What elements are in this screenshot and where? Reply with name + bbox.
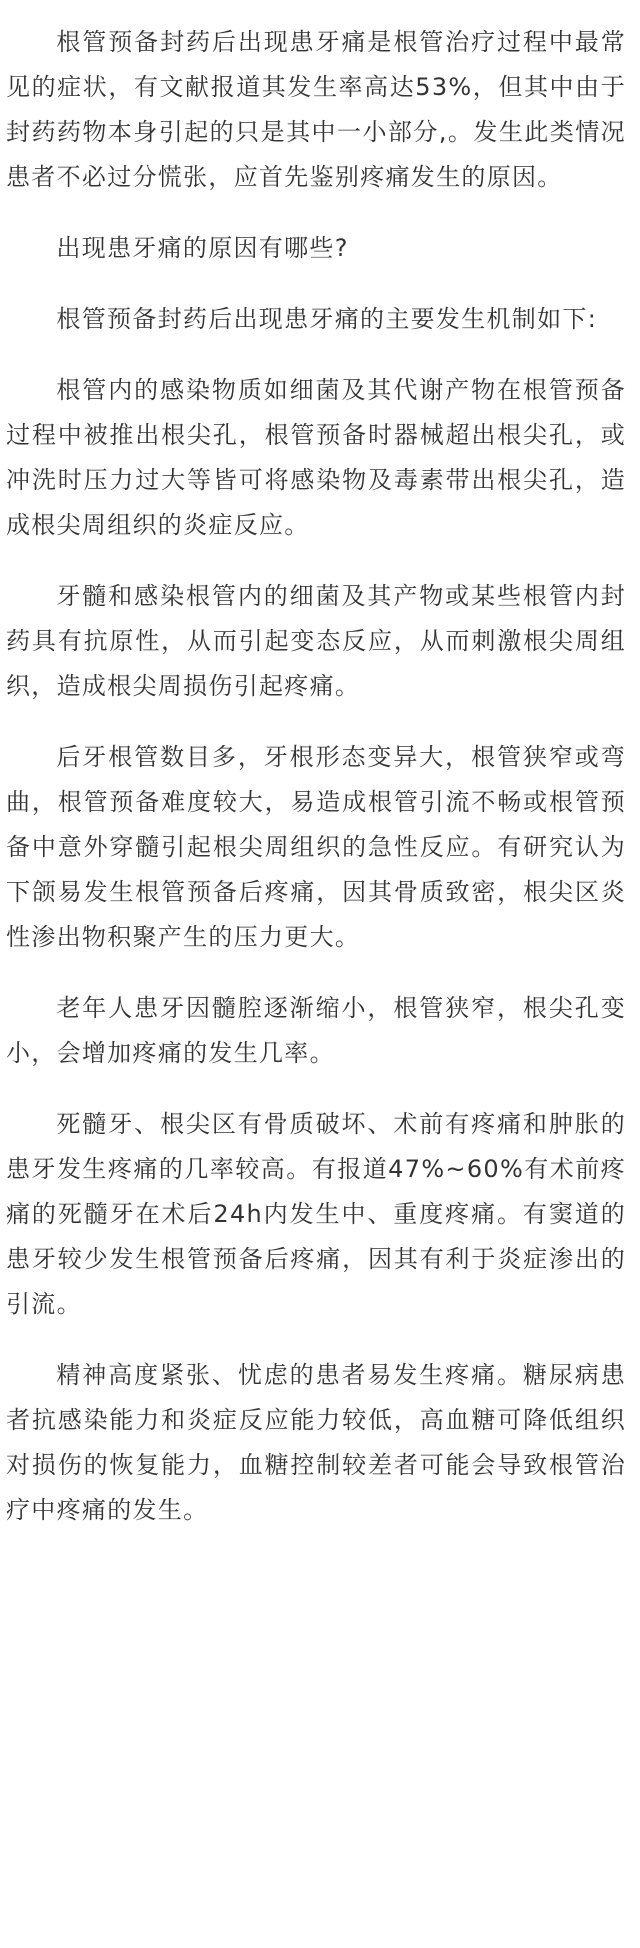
paragraph-posterior-teeth: 后牙根管数目多，牙根形态变异大，根管狭窄或弯曲，根管预备难度较大，易造成根管引流不畅或根管预备中意外穿髓引起根尖周组织的急性反应。有研究认为下颌易发生根管预备后疼痛，因其骨质致密，根尖区炎性渗出物积聚产生的压力更大。 — [6, 743, 626, 951]
paragraph-intro: 根管预备封药后出现患牙痛是根管治疗过程中最常见的症状，有文献报道其发生率高达53%，但其中由于封药药物本身引起的只是其中一小部分,。发生此类情况患者不必过分慌张，应首先鉴别疼痛发生的原因。 — [6, 28, 626, 191]
paragraph-necrotic-pulp: 死髓牙、根尖区有骨质破坏、术前有疼痛和肿胀的患牙发生疼痛的几率较高。有报道47%~60%有术前疼痛的死髓牙在术后24h内发生中、重度疼痛。有窦道的患牙较少发生根管预备后疼痛，因其有利于炎症渗出的引流。 — [6, 1110, 626, 1318]
paragraph-stress-diabetes: 精神高度紧张、忧虑的患者易发生疼痛。糖尿病患者抗感染能力和炎症反应能力较低，高血糖可降低组织对损伤的恢复能力，血糖控制较差者可能会导致根管治疗中疼痛的发生。 — [6, 1361, 626, 1524]
paragraph-infection: 根管内的感染物质如细菌及其代谢产物在根管预备过程中被推出根尖孔，根管预备时器械超出根尖孔，或冲洗时压力过大等皆可将感染物及毒素带出根尖孔，造成根尖周组织的炎症反应。 — [6, 376, 626, 539]
section-question: 出现患牙痛的原因有哪些? — [56, 234, 349, 262]
paragraph-mechanism-intro: 根管预备封药后出现患牙痛的主要发生机制如下: — [56, 305, 598, 333]
paragraph-allergy: 牙髓和感染根管内的细菌及其产物或某些根管内封药具有抗原性，从而引起变态反应，从而刺激根尖周组织，造成根尖周损伤引起疼痛。 — [6, 582, 626, 700]
paragraph-elderly: 老年人患牙因髓腔逐渐缩小，根管狭窄，根尖孔变小，会增加疼痛的发生几率。 — [6, 994, 626, 1067]
